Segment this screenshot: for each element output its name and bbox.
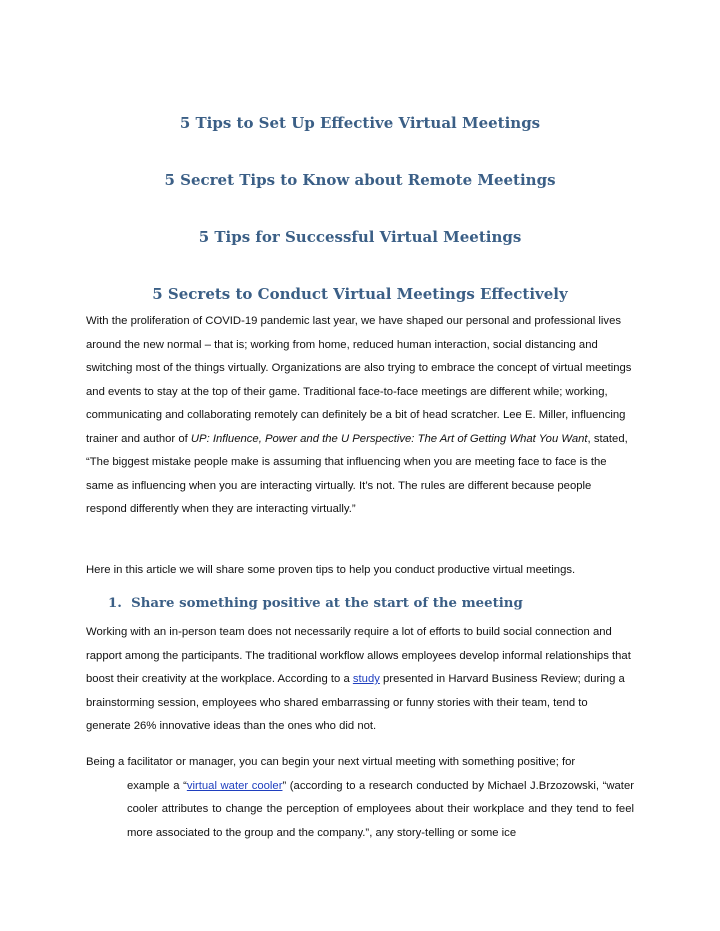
page-title-2: 5 Secret Tips to Know about Remote Meetings (164, 171, 556, 189)
page-title-4: 5 Secrets to Conduct Virtual Meetings Effectively (152, 285, 568, 303)
facilitator-line-1: Being a facilitator or manager, you can begin your next virtual meeting with something positive; for (86, 756, 576, 768)
section-paragraph (86, 621, 634, 739)
facilitator-paragraph (86, 751, 634, 845)
page-title-3: 5 Tips for Successful Virtual Meetings (198, 228, 522, 246)
study-link[interactable]: study (352, 673, 380, 685)
section-text-end: presented in Harvard Business Review; during a brainstorming session, employees who shared embarrassing or funny stories with their team, tend to generate 26% innovative ideas than the ones who did not. (86, 673, 625, 732)
intro-text-end: , stated, “The biggest mistake people make is assuming that influencing when you are meeting face to face is the same as influencing when you are interacting virtually. It’s not. The rules are different because people respond differently when they are interacting virtually.” (86, 432, 628, 515)
facilitator-text-end: ” (according to a research conducted by Michael J.Brzozowski, “water cooler attributes to change the perception of employees about their workplace and they tend to feel more associated to the group and the company.”, any story-telling or some ice (127, 779, 634, 839)
page-title-1: 5 Tips to Set Up Effective Virtual Meetings (179, 114, 541, 132)
section-title: Share something positive at the start of the meeting (131, 596, 523, 611)
section-number: 1. (108, 596, 122, 611)
facilitator-continuation (86, 775, 634, 846)
intro-text-start: With the proliferation of COVID-19 pandemic last year, we have shaped our personal and professional lives around the new normal – that is; working from home, reduced human interaction, social distancing and switching most of the things virtually. Organizations are also trying to embrace the concept of virtual meetings and events to stay at the top of their game. Traditional face-to-face meetings are different while; working, communicating and collaborating remotely can definitely be a bit of head scratcher. Lee E. Miller, influencing trainer and author of (86, 315, 632, 445)
facilitator-text-start: example a “ (127, 779, 187, 792)
intro-paragraph (86, 310, 634, 522)
book-title: UP: Influence, Power and the U Perspective: The Art of Getting What You Want (190, 432, 588, 445)
virtual-water-cooler-link[interactable]: virtual water cooler (186, 779, 283, 792)
intro-summary-paragraph: Here in this article we will share some proven tips to help you conduct productive virtual meetings. (86, 564, 576, 576)
section-heading (108, 596, 523, 611)
section-text-start: Working with an in-person team does not necessarily require a lot of efforts to build social connection and rapport among the participants. The traditional workflow allows employees develop informal relationships that boost their creativity at the workplace. According to a (86, 626, 631, 685)
